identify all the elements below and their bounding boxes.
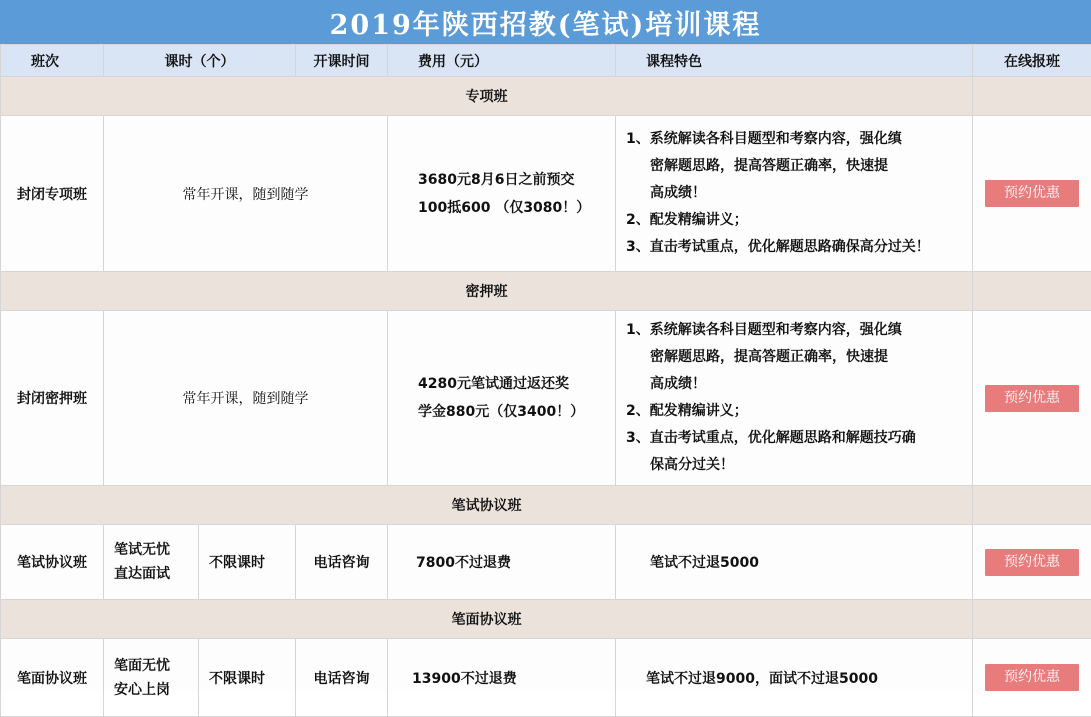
book-discount-button[interactable]: 预约优惠 [985, 180, 1079, 207]
start-cell: 电话咨询 [296, 639, 388, 717]
fee-line: 4280元笔试通过返还奖 [418, 370, 615, 398]
tag-cell [104, 525, 199, 600]
features-cell: 笔试不过退9000，面试不过退5000 [616, 639, 973, 717]
section-row [1, 600, 1091, 639]
fee-cell [388, 311, 616, 486]
schedule: 常年开课，随到随学 [104, 116, 388, 272]
section-empty [973, 272, 1091, 311]
fee-cell: 13900不过退费 [388, 639, 616, 717]
signup-cell [973, 525, 1091, 600]
fee-line: 学金880元（仅3400！） [418, 398, 615, 426]
tag-line: 直达面试 [114, 562, 198, 586]
features-cell [616, 116, 973, 272]
signup-cell [973, 116, 1091, 272]
tag-line: 安心上岗 [114, 678, 198, 702]
feature-line: 高成绩！ [626, 180, 966, 207]
book-discount-button[interactable]: 预约优惠 [985, 385, 1079, 412]
header-features: 课程特色 [616, 45, 973, 77]
feature-line: 2、配发精编讲义； [626, 398, 966, 425]
header-start: 开课时间 [296, 45, 388, 77]
features-cell [616, 311, 973, 486]
table-row [1, 639, 1091, 717]
section-title: 密押班 [1, 272, 973, 311]
page-title: 2019年陕西招教(笔试)培训课程 [330, 3, 762, 42]
fee-cell [388, 116, 616, 272]
tag-cell [104, 639, 199, 717]
header-signup: 在线报班 [973, 45, 1091, 77]
title-bar [0, 0, 1091, 45]
tag-line: 笔试无忧 [114, 538, 198, 562]
feature-line: 3、直击考试重点，优化解题思路和解题技巧确 [626, 425, 966, 452]
course-table [0, 44, 1091, 717]
section-empty [973, 600, 1091, 639]
class-name: 笔试协议班 [1, 525, 104, 600]
section-empty [973, 77, 1091, 116]
section-row [1, 77, 1091, 116]
section-row [1, 486, 1091, 525]
hours-cell: 不限课时 [199, 525, 296, 600]
features-cell: 笔试不过退5000 [616, 525, 973, 600]
feature-line: 密解题思路，提高答题正确率，快速提 [626, 153, 966, 180]
signup-cell [973, 639, 1091, 717]
schedule: 常年开课，随到随学 [104, 311, 388, 486]
fee-line: 100抵600 （仅3080！） [418, 194, 615, 222]
feature-line: 高成绩！ [626, 371, 966, 398]
tag-line: 笔面无忧 [114, 654, 198, 678]
section-title: 专项班 [1, 77, 973, 116]
fee-line: 3680元8月6日之前预交 [418, 166, 615, 194]
feature-line: 密解题思路，提高答题正确率，快速提 [626, 344, 966, 371]
class-name: 封闭专项班 [1, 116, 104, 272]
start-cell: 电话咨询 [296, 525, 388, 600]
class-name: 笔面协议班 [1, 639, 104, 717]
feature-line: 1、系统解读各科目题型和考察内容，强化缜 [626, 317, 966, 344]
class-name: 封闭密押班 [1, 311, 104, 486]
table-header-row [1, 45, 1091, 77]
feature-line: 保高分过关！ [626, 452, 966, 479]
table-row [1, 311, 1091, 486]
book-discount-button[interactable]: 预约优惠 [985, 549, 1079, 576]
fee-cell: 7800不过退费 [388, 525, 616, 600]
table-row [1, 116, 1091, 272]
header-class: 班次 [1, 45, 104, 77]
section-title: 笔面协议班 [1, 600, 973, 639]
book-discount-button[interactable]: 预约优惠 [985, 664, 1079, 691]
hours-cell: 不限课时 [199, 639, 296, 717]
feature-line: 1、系统解读各科目题型和考察内容，强化缜 [626, 126, 966, 153]
feature-line: 3、直击考试重点，优化解题思路确保高分过关！ [626, 234, 966, 261]
section-title: 笔试协议班 [1, 486, 973, 525]
section-empty [973, 486, 1091, 525]
section-row [1, 272, 1091, 311]
table-row [1, 525, 1091, 600]
header-fee: 费用（元） [388, 45, 616, 77]
feature-line: 2、配发精编讲义； [626, 207, 966, 234]
header-hours: 课时（个） [104, 45, 296, 77]
signup-cell [973, 311, 1091, 486]
